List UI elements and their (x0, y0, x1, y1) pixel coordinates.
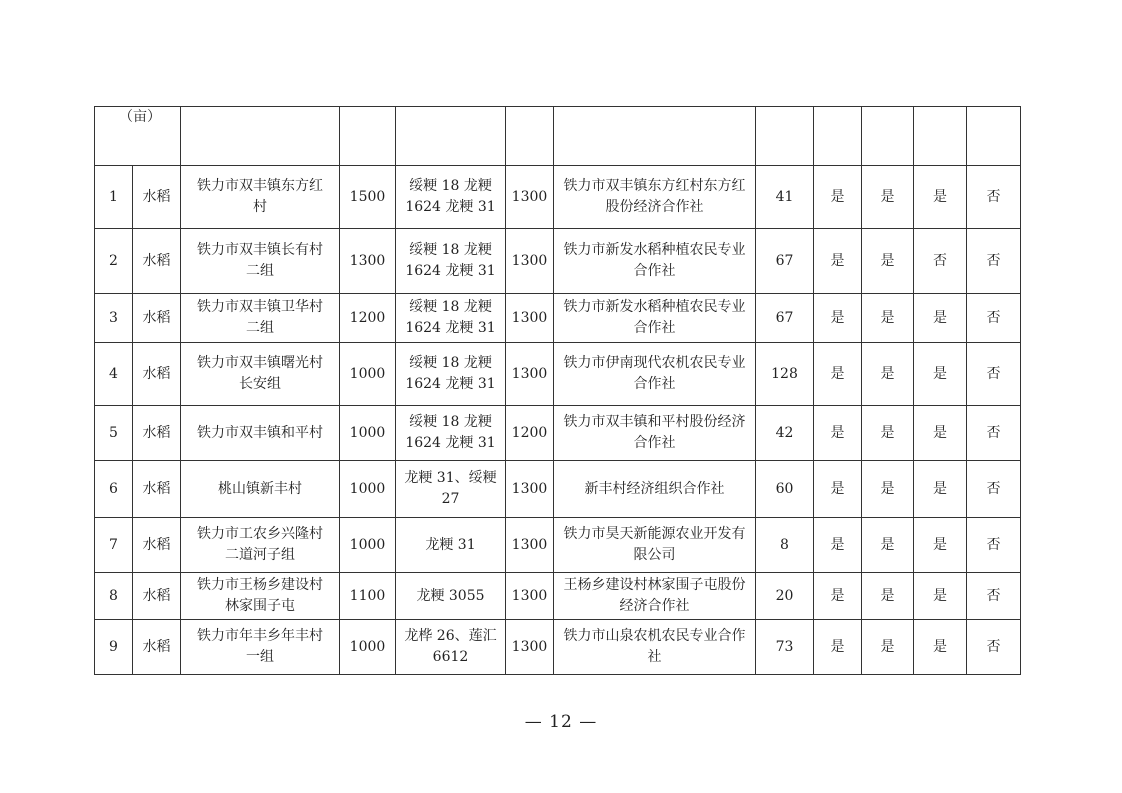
row-number: 4 (95, 343, 133, 406)
count-cell: 41 (756, 166, 814, 229)
check-1-cell: 是 (814, 518, 862, 573)
check-3-cell: 是 (914, 406, 967, 461)
check-4-cell: 否 (967, 294, 1021, 343)
check-4-cell: 否 (967, 406, 1021, 461)
location-cell: 铁力市工农乡兴隆村 二道河子组 (181, 518, 340, 573)
data-table (94, 106, 1021, 675)
variety-cell: 绥粳 18 龙粳 1624 龙粳 31 (396, 294, 506, 343)
count-cell: 60 (756, 461, 814, 518)
area-cell: 1000 (340, 518, 396, 573)
table-row (95, 461, 1021, 518)
check-2-cell: 是 (862, 229, 914, 294)
check-1-cell: 是 (814, 620, 862, 675)
check-2-cell: 是 (862, 406, 914, 461)
table-row (95, 294, 1021, 343)
crop-cell: 水稻 (133, 343, 181, 406)
variety-cell: 龙粳 31、绥粳 27 (396, 461, 506, 518)
location-cell: 桃山镇新丰村 (181, 461, 340, 518)
location-cell: 铁力市双丰镇卫华村 二组 (181, 294, 340, 343)
yield-cell: 1200 (506, 406, 554, 461)
crop-cell: 水稻 (133, 406, 181, 461)
row-number: 5 (95, 406, 133, 461)
organization-cell: 王杨乡建设村林家围子屯股份 经济合作社 (554, 573, 756, 620)
check-2-cell: 是 (862, 294, 914, 343)
variety-cell: 绥粳 18 龙粳 1624 龙粳 31 (396, 343, 506, 406)
location-cell: 铁力市王杨乡建设村 林家围子屯 (181, 573, 340, 620)
yield-cell: 1300 (506, 343, 554, 406)
check-4-cell: 否 (967, 461, 1021, 518)
check-3-cell: 是 (914, 620, 967, 675)
organization-cell: 铁力市新发水稻种植农民专业 合作社 (554, 294, 756, 343)
check-3-cell: 是 (914, 166, 967, 229)
organization-cell: 铁力市伊南现代农机农民专业 合作社 (554, 343, 756, 406)
crop-cell: 水稻 (133, 573, 181, 620)
check-3-cell: 否 (914, 229, 967, 294)
crop-cell: 水稻 (133, 518, 181, 573)
location-cell: 铁力市双丰镇长有村 二组 (181, 229, 340, 294)
organization-cell: 铁力市昊天新能源农业开发有 限公司 (554, 518, 756, 573)
check-1-cell: 是 (814, 166, 862, 229)
yield-cell: 1300 (506, 229, 554, 294)
organization-cell: 铁力市双丰镇和平村股份经济 合作社 (554, 406, 756, 461)
count-cell: 42 (756, 406, 814, 461)
table-row (95, 166, 1021, 229)
check-4-cell: 否 (967, 518, 1021, 573)
location-cell: 铁力市双丰镇和平村 (181, 406, 340, 461)
table-row (95, 229, 1021, 294)
area-cell: 1000 (340, 343, 396, 406)
area-cell: 1200 (340, 294, 396, 343)
check-1-cell: 是 (814, 573, 862, 620)
check-4-cell: 否 (967, 573, 1021, 620)
location-cell: 铁力市双丰镇东方红 村 (181, 166, 340, 229)
check-4-cell: 否 (967, 166, 1021, 229)
area-cell: 1500 (340, 166, 396, 229)
location-cell: 铁力市年丰乡年丰村 一组 (181, 620, 340, 675)
yield-cell: 1300 (506, 620, 554, 675)
yield-cell: 1300 (506, 166, 554, 229)
crop-cell: 水稻 (133, 461, 181, 518)
location-cell: 铁力市双丰镇曙光村 长安组 (181, 343, 340, 406)
yield-cell: 1300 (506, 573, 554, 620)
check-2-cell: 是 (862, 573, 914, 620)
check-3-cell: 是 (914, 294, 967, 343)
check-2-cell: 是 (862, 461, 914, 518)
page-number: — 12 — (524, 712, 598, 732)
check-3-cell: 是 (914, 518, 967, 573)
check-2-cell: 是 (862, 518, 914, 573)
variety-cell: 龙桦 26、莲汇 6612 (396, 620, 506, 675)
yield-cell: 1300 (506, 294, 554, 343)
crop-cell: 水稻 (133, 166, 181, 229)
row-number: 7 (95, 518, 133, 573)
count-cell: 73 (756, 620, 814, 675)
organization-cell: 铁力市新发水稻种植农民专业 合作社 (554, 229, 756, 294)
count-cell: 8 (756, 518, 814, 573)
check-2-cell: 是 (862, 620, 914, 675)
check-1-cell: 是 (814, 406, 862, 461)
organization-cell: 铁力市双丰镇东方红村东方红 股份经济合作社 (554, 166, 756, 229)
row-number: 6 (95, 461, 133, 518)
check-2-cell: 是 (862, 343, 914, 406)
row-number: 9 (95, 620, 133, 675)
variety-cell: 绥粳 18 龙粳 1624 龙粳 31 (396, 406, 506, 461)
area-cell: 1300 (340, 229, 396, 294)
count-cell: 67 (756, 294, 814, 343)
organization-cell: 新丰村经济组织合作社 (554, 461, 756, 518)
table-row (95, 343, 1021, 406)
table-row (95, 620, 1021, 675)
unit-label: （亩） (95, 107, 181, 166)
row-number: 2 (95, 229, 133, 294)
check-4-cell: 否 (967, 620, 1021, 675)
check-3-cell: 是 (914, 461, 967, 518)
variety-cell: 龙粳 31 (396, 518, 506, 573)
check-1-cell: 是 (814, 229, 862, 294)
check-3-cell: 是 (914, 573, 967, 620)
area-cell: 1100 (340, 573, 396, 620)
crop-cell: 水稻 (133, 294, 181, 343)
row-number: 3 (95, 294, 133, 343)
variety-cell: 绥粳 18 龙粳 1624 龙粳 31 (396, 166, 506, 229)
check-1-cell: 是 (814, 294, 862, 343)
count-cell: 67 (756, 229, 814, 294)
table-row (95, 406, 1021, 461)
variety-cell: 绥粳 18 龙粳 1624 龙粳 31 (396, 229, 506, 294)
yield-cell: 1300 (506, 461, 554, 518)
row-number: 1 (95, 166, 133, 229)
check-3-cell: 是 (914, 343, 967, 406)
table-row (95, 573, 1021, 620)
variety-cell: 龙粳 3055 (396, 573, 506, 620)
check-2-cell: 是 (862, 166, 914, 229)
area-cell: 1000 (340, 461, 396, 518)
table-header-row (95, 107, 1021, 166)
area-cell: 1000 (340, 620, 396, 675)
row-number: 8 (95, 573, 133, 620)
check-1-cell: 是 (814, 343, 862, 406)
count-cell: 128 (756, 343, 814, 406)
crop-cell: 水稻 (133, 229, 181, 294)
check-1-cell: 是 (814, 461, 862, 518)
organization-cell: 铁力市山泉农机农民专业合作 社 (554, 620, 756, 675)
yield-cell: 1300 (506, 518, 554, 573)
check-4-cell: 否 (967, 229, 1021, 294)
table-row (95, 518, 1021, 573)
area-cell: 1000 (340, 406, 396, 461)
crop-cell: 水稻 (133, 620, 181, 675)
count-cell: 20 (756, 573, 814, 620)
check-4-cell: 否 (967, 343, 1021, 406)
